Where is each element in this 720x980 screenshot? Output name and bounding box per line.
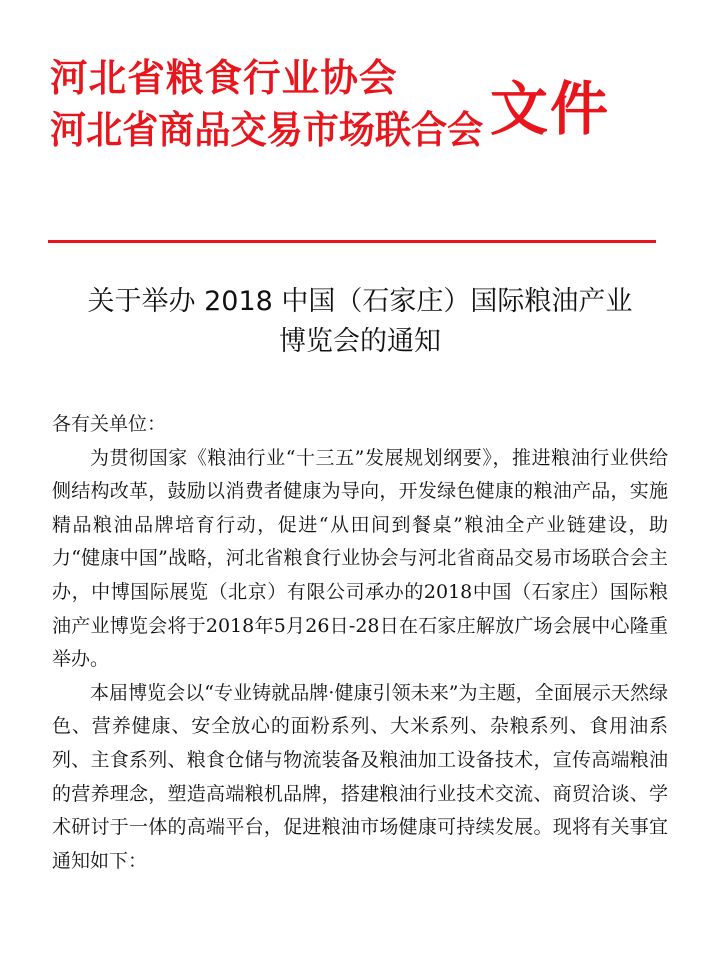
issuing-org-2: 河北省商品交易市场联合会	[50, 108, 484, 152]
document-label: 文件	[490, 75, 611, 143]
paragraph-2: 本届博览会以“专业铸就品牌·健康引领未来”为主题，全面展示天然绿色、营养健康、安全放心的面粉系列、大米系列、杂粮系列、食用油系列、主食系列、粮食仓储与物流装备及粮油加工设备技术，宣传高端粮油的营养理念，塑造高端粮机品牌，搭建粮油行业技术交流、商贸洽谈、学术研讨于一体的高端平台，促进粮油市场健康可持续发展。现将有关事宜通知如下：	[52, 681, 668, 872]
paragraph-1: 为贯彻国家《粮油行业“十三五”发展规划纲要》，推进粮油行业供给侧结构改革，鼓励以消费者健康为导向，开发绿色健康的粮油产品，实施精品粮油品牌培育行动，促进“从田间到餐桌”粮油全产业链建设，助力“健康中国”战略，河北省粮食行业协会与河北省商品交易市场联合会主办，中博国际展览（北京）有限公司承办的2018中国（石家庄）国际粮油产业博览会将于2018年5月26日-28日在石家庄解放广场会展中心隆重举办。	[52, 446, 668, 671]
salutation: 各有关单位：	[52, 413, 167, 435]
document-title-line-1: 关于举办 2018 中国（石家庄）国际粮油产业	[87, 286, 633, 317]
document-body	[52, 408, 668, 878]
document-title-line-2: 博览会的通知	[279, 326, 441, 357]
issuing-organizations	[50, 52, 484, 156]
document-title	[40, 282, 680, 362]
document-header	[50, 52, 670, 202]
issuing-org-1: 河北省粮食行业协会	[50, 56, 398, 100]
header-divider	[48, 240, 656, 243]
